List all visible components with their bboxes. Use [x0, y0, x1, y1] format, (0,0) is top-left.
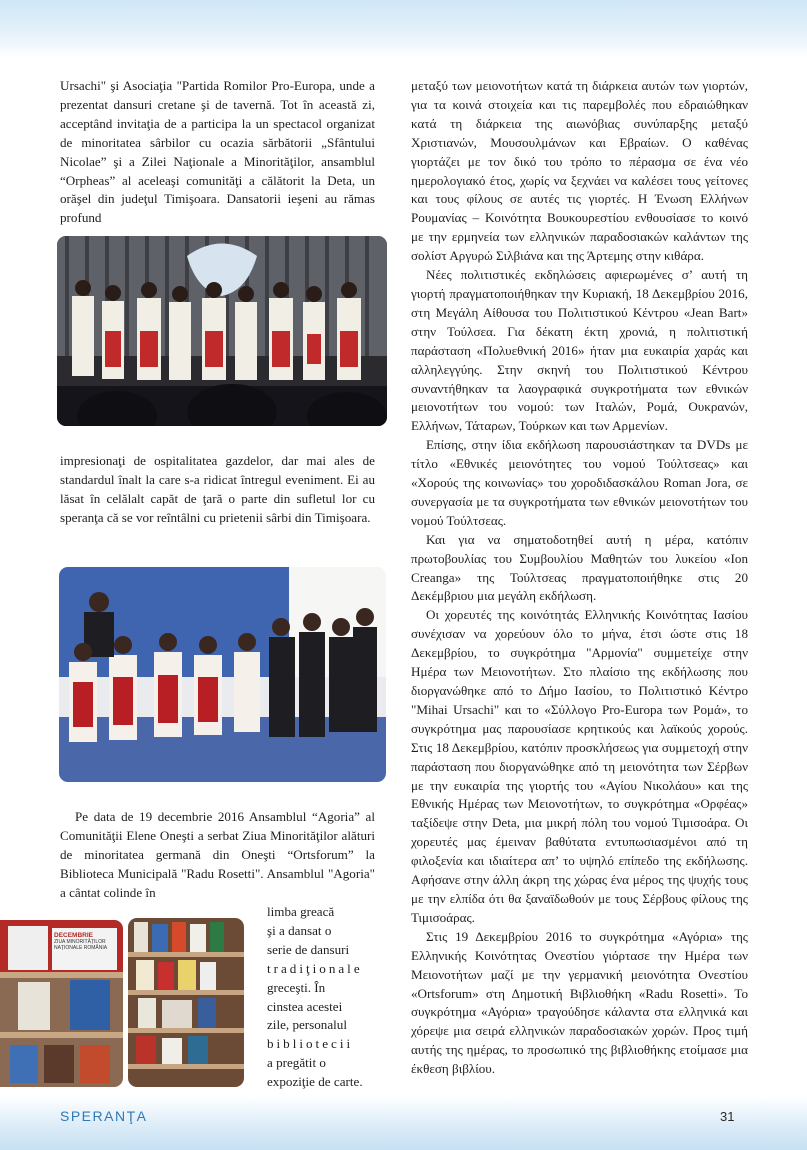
narrow-line: cinstea acestei	[267, 998, 343, 1014]
article-paragraph: Και για να σηματοδοτηθεί αυτή η μέρα, κατόπιν πρωτοβουλίας του Συμβουλίου Μαθητών του λυκείου «Ion Creanga» της Τούλτσεας πραγματοποιήθηκε στις 20 Δεκέμβριου μια μεγάλη εκδήλωση.	[411, 531, 748, 604]
folk-dancers-stage-photo	[57, 236, 387, 426]
article-paragraph: Νέες πολιτιστικές εκδηλώσεις αφιερωμένες σ’ αυτή τη γιορτή πραγματοποιήθηκαν την Κυριακή, 18 Δεκεμβρίου 2016, στη Μεγάλη Αίθουσα του Πολιτιστικού Κέντρου «Jean Bart» στην Τούλσεα. Για δέκατη έκτη χρονιά, η πολιτιστική παράσταση «Πολυεθνική 2016» ήταν μια ευκαιρία χαράς και αλληλεγγύης. Στην σκηνή του Πολιτιστικού Κέντρου συναντήθηκαν τα λαογραφικά συγκροτήματα των εθνικών μειονοτήτων του νομού: των Ιταλών, Ρομά, Ουκρανών, Ελλήνων, Τάταρων, Τούρκων και των Αρμενίων.	[411, 267, 748, 434]
narrow-line: limba greacă	[267, 904, 335, 919]
article-paragraph: impresionaţi de ospitalitatea gazdelor, dar mai ales de standardul înalt la care s-a ridicat întregul eveniment. Ei au lăsat în celălalt capăt de ţară o parte din sufletul lor cu speranţa că se vor reîntâlni cu prietenii sârbi din Timişoara.	[60, 453, 375, 525]
article-text-block	[60, 452, 375, 528]
narrow-line: greceşti. În	[267, 979, 326, 995]
narrow-line: expoziţie de carte.	[267, 1074, 363, 1090]
article-paragraph: Επίσης, στην ίδια εκδήλωση παρουσιάστηκαν τα DVDs με τίτλο «Εθνικές μειονότητες του νομού Τούλτσεας» και «Χορούς της κοινωνίας» του χοροδιδασκάλου Roman Jora, σε συνεργασία με τα συγκροτήματα των εθνικών μειονοτήτων του νομού Τούλτσεας.	[411, 437, 748, 528]
narrow-line: serie de dansuri	[267, 941, 350, 957]
book-exhibition-photo-right	[128, 918, 244, 1087]
magazine-title: SPERANŢA	[60, 1108, 148, 1124]
narrow-line: bibliotecii	[267, 1036, 354, 1052]
book-cover-title: DECEMBRIE	[54, 932, 94, 939]
narrow-line: a pregătit o	[267, 1055, 326, 1071]
narrow-line: şi a dansat o	[267, 922, 332, 938]
article-paragraph: Ursachi" şi Asociaţia "Partida Romilor Pro-Europa, unde a prezentat dansuri cretane şi de tavernă. Tot în această zi, acceptând invitaţia de a participa la un spectacol organizat de minoritatea sârbilor cu ocazia sărbătorii „Sfântului Nicolae” şi a Zilei Naţionale a Minorităţilor, ansamblul “Orpheas” al aceleaşi comunităţi a călătorit la Deta, un orăşel din judeţul Timişoara. Dansatorii ieşeni au rămas profund	[60, 78, 375, 226]
narrow-line: tradiţionale	[267, 960, 363, 976]
group-photo-costumes	[59, 567, 386, 782]
article-text-block	[60, 808, 375, 903]
narrow-line: zile, personalul	[267, 1017, 347, 1033]
article-text-block	[60, 77, 375, 228]
page-number: 31	[720, 1109, 735, 1124]
book-cover-text	[54, 932, 116, 951]
article-text-narrow	[267, 903, 375, 1092]
article-paragraph: Pe data de 19 decembrie 2016 Ansamblul “Agoria” al Comunităţii Elene Oneşti a serbat Ziua Minorităţilor alături de minoritatea germană din Oneşti “Ortsforum” la Biblioteca Municipală "Radu Rosetti". Ansamblul "Agoria" a cântat colinde în	[60, 809, 375, 900]
article-paragraph: μεταξύ των μειονοτήτων κατά τη διάρκεια αυτών των γιορτών, για τα κοινά στοιχεία και τις παρεμβολές που εδραιώθηκαν κατά τη διάρκεια της αιωνόβιας συνύπαρξης μεταξύ Χριστιανών, Μουσουλμάνων και Εβραίων. Ο καθένας γιορτάζει με τον δικό του τρόπο το πέρασμα σε ένα νέο ημερολογιακό έτος, χωρίς να ξεχνάει να καλέσει τους γείτονες και τους φίλους σε αυτές τις γιορτές. Η Ένωση Ελλήνων Ρουμανίας – Κοινότητα Βουκουρεστίου ενθουσίασε το κοινό με την ερμηνεία των ελληνικών παραδοσιακών καλάντων της σολίστ Αργυρώ Σιλβιάνα και της Άρτεμης στην κιθάρα.	[411, 78, 748, 264]
book-exhibition-photo-left	[0, 920, 123, 1087]
header-band	[0, 0, 807, 58]
greek-article-column	[411, 77, 748, 1079]
article-paragraph: Στις 19 Δεκεμβρίου 2016 το συγκρότημα «Αγόρια» της Ελληνικής Κοινότητας Ονεστίου γιόρτασε την Ημέρα των Μειονοτήτων μαζί με την γερμανική μειονότητα Ονεστίου «Ortsforum» στη Δημοτική Βιβλιοθήκη «Radu Rosetti». Το συγκρότημα «Αγόρια» τραγούδησε κάλαντα στα ελληνικά και χόρεψε μια σειρά ελληνικών παραδοσιακών χορών. Προς τιμή αυτής της ημέρας, το προσωπικό της βιβλιοθήκης ετοίμασε μια έκθεση βιβλίου.	[411, 928, 748, 1077]
book-cover-subtitle: ZIUA MINORITĂȚILOR NAȚIONALE ROMÂNIA	[54, 939, 108, 951]
article-paragraph: Οι χορευτές της κοινότητάς Ελληνικής Κοινότητας Ιασίου συνέχισαν να χορεύουν όλο το μήνα, έτσι ώστε στις 18 Δεκεμβρίου, το συγκρότημα "Αρμονία" συμμετείχε στην Ημέρα των Μειονοτήτων. Στο πλαίσιο της εκδήλωσης που διοργανώθηκε από το Δήμο Ιασίου, το Πολιτιστικό Κέντρο "Mihai Ursachi" και το «Σύλλογο Pro-Europa των Ρομά», το συγκρότημα μας παρουσίασε κρητικούς και λαϊκούς χορούς. Στις 18 Δεκεμβρίου, κατόπιν προσκλήσεως για συμμετοχή στην παράσταση που διοργανώθηκε από τη μειονότητα των Σέρβων με την ευκαιρία της γιορτής του «Αγίου Νικολάου» και της Εθνικής Ημέρας των Μειονοτήτων, το συγκρότημα «Ορφέας» ταξίδεψε στην Deta, μια μικρή πόλη του νομού Τιμισοάρα. Οι χορευτές μας έμειναν βαθύτατα εντυπωσιασμένοι από τη φιλοξενία και ιδιαίτερα απ’ το υψηλό επίπεδο της εκδήλωσης. Αφήσανε στην άλλη άκρη της χώρας ένα μέρος της ψυχής τους με την ελπίδα ότι θα ξαναϊδωθούν με τους Σέρβους φίλους της Τιμισοάρας.	[411, 607, 748, 925]
